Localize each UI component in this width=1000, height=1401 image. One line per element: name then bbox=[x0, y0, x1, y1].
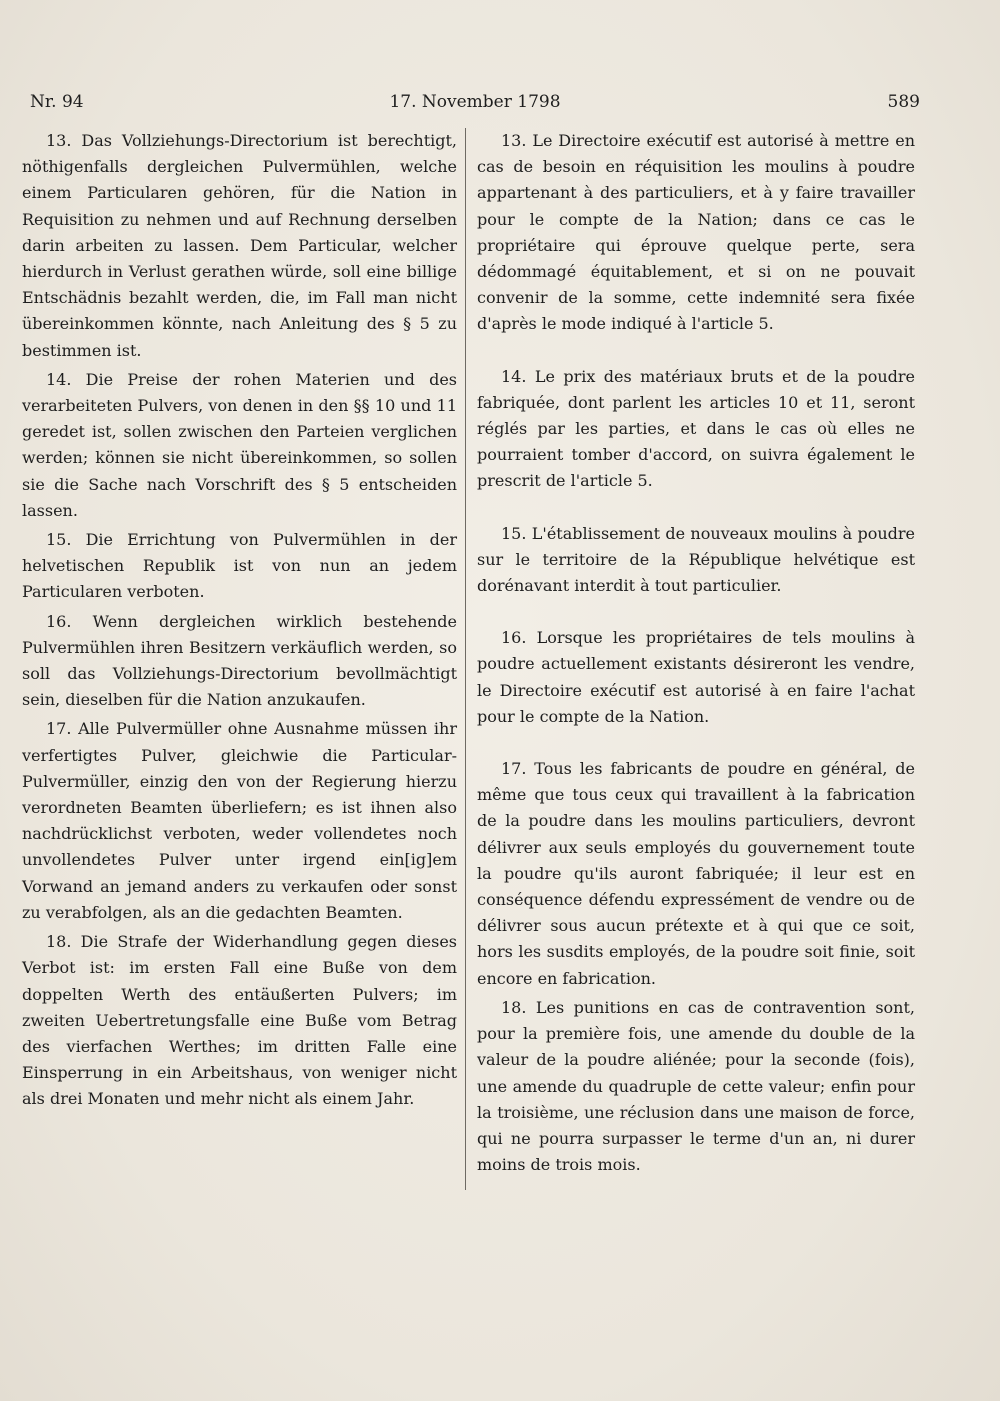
german-article-13: 13. Das Vollziehungs-Directorium ist berechtigt, nöthigenfalls dergleichen Pulvermühlen, welche einem Particularen gehören, für die Nation in Requisition zu nehmen und auf Rechnung derselben darin arbeiten zu lassen. Dem Particular, welcher hierdurch in Verlust gerathen würde, soll eine billige Entschädnis bezahlt werden, die, im Fall man nicht übereinkommen könnte, nach Anleitung des § 5 zu bestimmen ist. bbox=[22, 131, 457, 360]
document-date: 17. November 1798 bbox=[389, 92, 561, 112]
french-article-15: 15. L'établissement de nouveaux moulins à poudre sur le territoire de la République helvétique est dorénavant interdit à tout particulier. bbox=[477, 523, 915, 596]
french-column bbox=[477, 128, 915, 1178]
french-article-17: 17. Tous les fabricants de poudre en général, de même que tous ceux qui travaillent à la fabrication de la poudre dans les moulins particuliers, devront délivrer aux seuls employés du gouvernement toute la poudre qu'ils auront fabriquée; il leur est en conséquence défendu expressément de vendre ou de délivrer sous aucun prétexte et à qui que ce soit, hors les susdits employés, de la poudre soit finie, soit encore en fabrication. bbox=[477, 759, 915, 988]
page-header bbox=[30, 92, 920, 116]
german-column bbox=[22, 128, 457, 1113]
document-number: Nr. 94 bbox=[30, 92, 84, 112]
french-article-13: 13. Le Directoire exécutif est autorisé à mettre en cas de besoin en réquisition les moulins à poudre appartenant à des particuliers, et à y faire travailler pour le compte de la Nation; dans ce cas le propriétaire qui éprouve quelque perte, sera dédommagé équitablement, et si on ne pouvait convenir de la somme, cette indemnité sera fixée d'après le mode indiqué à l'article 5. bbox=[477, 131, 915, 334]
french-article-14: 14. Le prix des matériaux bruts et de la poudre fabriquée, dont parlent les articles 10 et 11, seront réglés par les parties, et dans le cas où elles ne pourraient tomber d'accord, on suivra également le prescrit de l'article 5. bbox=[477, 366, 915, 491]
french-article-18: 18. Les punitions en cas de contravention sont, pour la première fois, une amende du double de la valeur de la poudre aliénée; pour la seconde (fois), une amende du quadruple de cette valeur; enfin pour la troisième, une réclusion dans une maison de force, qui ne pourra surpasser le terme d'un an, ni durer moins de trois mois. bbox=[477, 997, 915, 1175]
page-number: 589 bbox=[887, 92, 920, 112]
german-article-18: 18. Die Strafe der Widerhandlung gegen dieses Verbot ist: im ersten Fall eine Buße von dem doppelten Werth des entäußerten Pulvers; im zweiten Uebertretungsfalle eine Buße vom Betrag des vierfachen Werthes; im dritten Falle eine Einsperrung in ein Arbeitshaus, von weniger nicht als drei Monaten und mehr nicht als einem Jahr. bbox=[22, 932, 457, 1109]
german-article-15: 15. Die Errichtung von Pulvermühlen in der helvetischen Republik ist von nun an jedem Particularen verboten. bbox=[22, 530, 457, 602]
column-divider bbox=[465, 128, 466, 1190]
german-article-16: 16. Wenn dergleichen wirklich bestehende Pulvermühlen ihren Besitzern verkäuflich werden, so soll das Vollziehungs-Directorium bevollmächtigt sein, dieselben für die Nation anzukaufen. bbox=[22, 611, 457, 710]
french-article-16: 16. Lorsque les propriétaires de tels moulins à poudre actuellement existants désireront les vendre, le Directoire exécutif est autorisé à en faire l'achat pour le compte de la Nation. bbox=[477, 628, 915, 726]
german-article-17: 17. Alle Pulvermüller ohne Ausnahme müssen ihr verfertigtes Pulver, gleichwie die Particular-Pulvermüller, einzig den von der Regierung hierzu verordneten Beamten überliefern; es ist ihnen also nachdrücklichst verboten, weder vollendetes noch unvollendetes Pulver unter irgend ein[ig]em Vorwand an jemand anders zu verkaufen oder sonst zu verabfolgen, als an die gedachten Beamten. bbox=[22, 719, 457, 922]
german-article-14: 14. Die Preise der rohen Materien und des verarbeiteten Pulvers, von denen in den §§ 10 und 11 geredet ist, sollen zwischen den Parteien verglichen werden; können sie nicht übereinkommen, so sollen sie die Sache nach Vorschrift des § 5 entscheiden lassen. bbox=[22, 369, 457, 520]
